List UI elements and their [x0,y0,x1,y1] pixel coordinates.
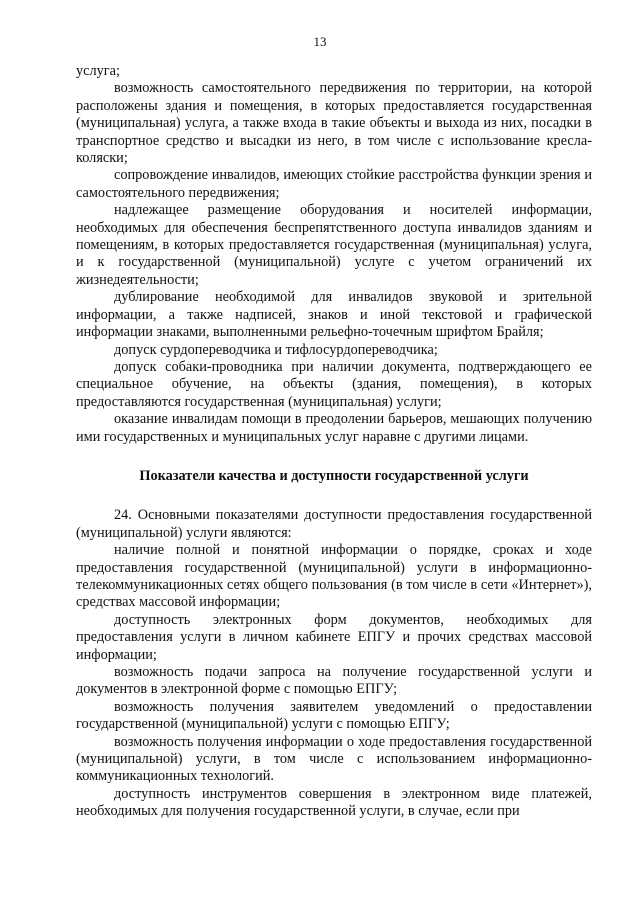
paragraph: возможность получения заявителем уведомлений о предоставлении государственной (муниципальной) услуги с помощью ЕПГУ; [76,698,592,733]
paragraph: наличие полной и понятной информации о порядке, сроках и ходе предоставления государственной (муниципальной) услуги в информационно-телекоммуникационных сетях общего пользования (в том числе в сети «Интернет»), средствах массовой информации; [76,542,592,611]
paragraph: допуск собаки-проводника при наличии документа, подтверждающего ее специальное обучение, на объекты (здания, помещения), в которых предоставляются государственная (муниципальная) услуги; [76,358,592,410]
paragraph: возможность получения информации о ходе предоставления государственной (муниципальной) услуги, в том числе с использованием информационно-коммуникационных технологий. [76,733,592,785]
paragraph: возможность самостоятельного передвижения по территории, на которой расположены здания и помещения, в которых предоставляется государственная (муниципальная) услуга, а также входа в такие объекты и выхода из них, посадки в транспортное средство и высадки из него, в том числе с использование кресла-коляски; [76,80,592,167]
paragraph: возможность подачи запроса на получение государственной услуги и документов в электронной форме с помощью ЕПГУ; [76,664,592,698]
document-body [76,63,592,821]
paragraph: дублирование необходимой для инвалидов звуковой и зрительной информации, а также надписей, знаков и иной текстовой и графической информации знаками, выполненными рельефно-точечным шрифтом Брайля; [76,289,592,341]
paragraph: надлежащее размещение оборудования и носителей информации, необходимых для обеспечения беспрепятственного доступа инвалидов зданиям и помещениям, в которых предоставляется государственная (муниципальная) услуга, и к государственной (муниципальной) услуге с учетом ограничений их жизнедеятельности; [76,202,592,288]
paragraph: доступность инструментов совершения в электронном виде платежей, необходимых для получения государственной услуги, в случае, если при [76,785,592,820]
paragraph: 24. Основными показателями доступности предоставления государственной (муниципальной) услуги являются: [76,507,592,541]
paragraph: сопровождение инвалидов, имеющих стойкие расстройства функции зрения и самостоятельного передвижения; [76,167,592,201]
page-number: 13 [313,34,327,49]
paragraph: доступность электронных форм документов, необходимых для предоставления услуги в личном кабинете ЕПГУ и прочих средствах массовой информации; [76,611,592,663]
section-heading: Показатели качества и доступности государственной услуги [139,467,529,484]
paragraph: допуск сурдопереводчика и тифлосурдопереводчика; [114,341,438,358]
paragraph: услуга; [76,63,120,79]
paragraph: оказание инвалидам помощи в преодолении барьеров, мешающих получению ими государственных и муниципальных услуг наравне с другими лицами. [76,411,592,445]
